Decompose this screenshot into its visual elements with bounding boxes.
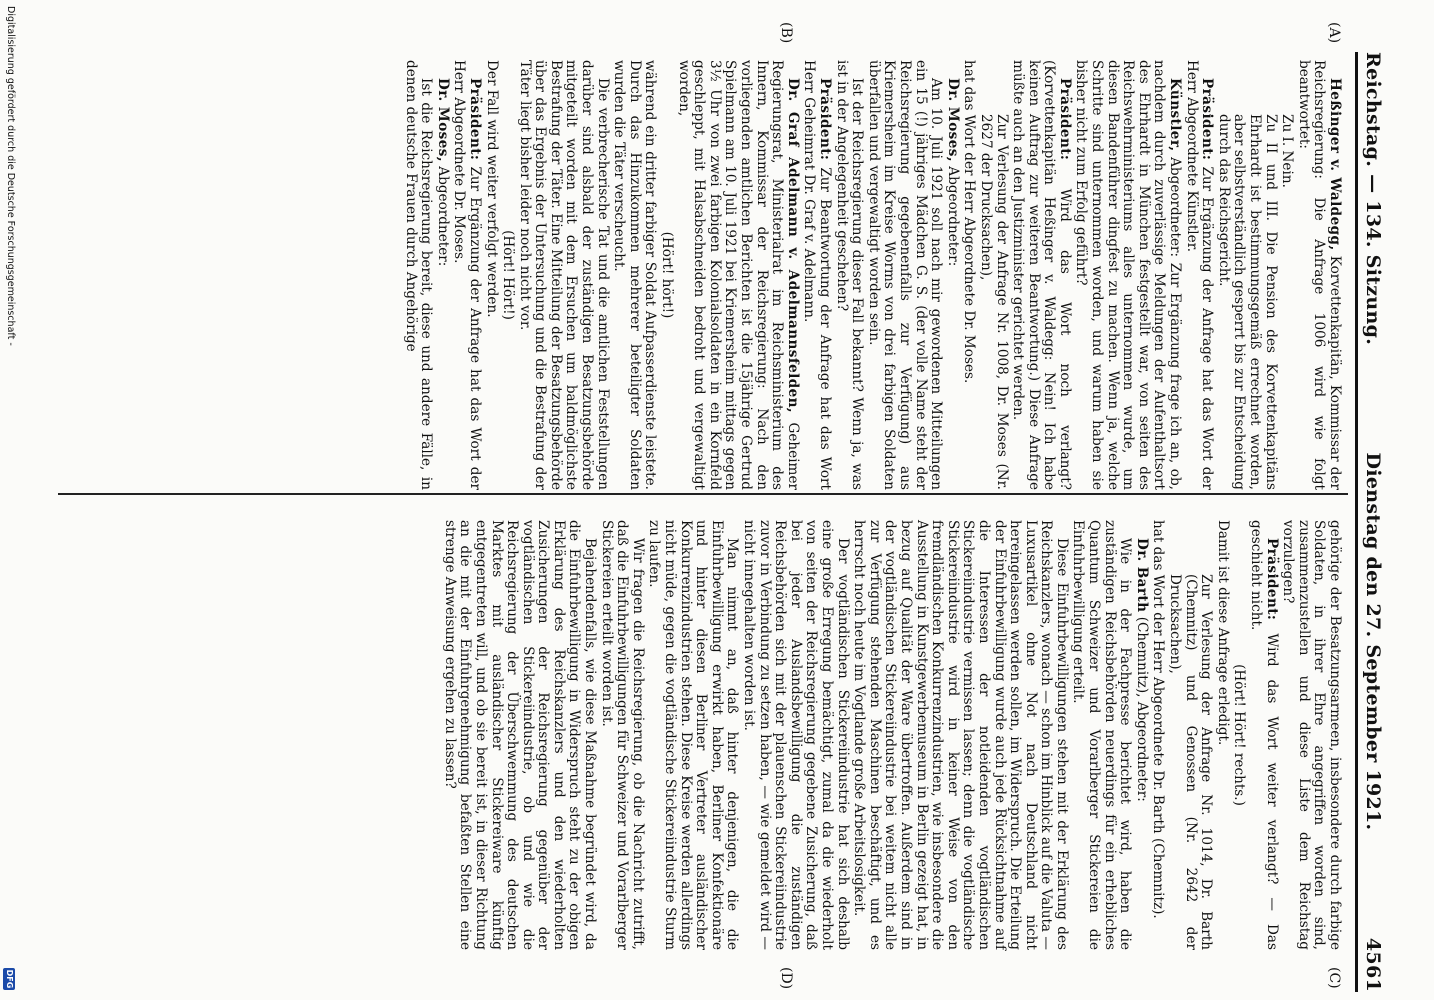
paragraph	[675, 60, 800, 490]
paragraph-text: Der Fall wird weiter verfolgt werden.	[483, 60, 500, 318]
paragraph	[740, 520, 849, 950]
paragraph	[1133, 520, 1149, 950]
speaker-name: Dr. Moses,	[944, 78, 961, 162]
paragraph	[611, 60, 658, 490]
paragraph-text: Abgeordneter:	[944, 161, 961, 267]
paragraph	[833, 60, 864, 490]
header-left: Reichstag. — 134. Sitzung.	[1362, 52, 1384, 346]
paragraph-text: Diese Einfuhrbewilligungen stehen mit der Erklärung des Reichskanzlers, wonach — schon im Hinblick auf die Valuta — Luxusartikel ohne Not nach Deutschland nicht hereingelassen werden sollen, im Widerspruch. Die Erteilung der Einfuhrbewilligung wurde auch jede Rücksichtnahme auf die Interessen der notleidenden vogtländischen Stickereiindustrie vermissen lassen; denn die vogtländische Stickereiindustrie wird in keiner Weise von den fremdländischen Konkurrenzindustrien, wie insbesondere die Ausstellung in Kunstgewerbemuseum in Berlin gezeigt hat, in bezug auf Qualität der Ware übertroffen. Außerdem sind in der vogtländischen Stickereiindustrie bei weitem nicht alle zur Verfügung stehenden Maschinen beschäftigt, und es herrscht noch heute im Vogtlande große Arbeitslosigkeit.	[851, 520, 1070, 950]
paragraph	[1166, 520, 1213, 950]
paragraph-text: hat das Wort der Herr Abgeordnete Dr. Moses.	[961, 60, 978, 384]
paragraph	[1070, 520, 1132, 950]
paragraph	[598, 520, 645, 950]
paragraph	[944, 60, 960, 490]
paragraph	[801, 60, 832, 490]
margin-mark-b: (B)	[778, 22, 794, 44]
paragraph	[451, 60, 482, 490]
paragraph-text: Wird das Wort noch verlangt? (Korvettenkapitän Heßinger v. Waldegg: Nein! Ich habe keinen Auftrag zur weiteren Beantwortung.) Diese Anfrage müßte auch an den Justizminister gerichtet werden.	[1010, 60, 1073, 490]
paragraph	[402, 60, 433, 490]
paragraph-text: Wir fragen die Reichsregierung, ob die Nachricht zutrifft, daß die Einfuhrbewilligungen für Schweizer und Vorarlberger Stickereien erteilt worden ist.	[598, 520, 646, 950]
speaker-name: Dr. Moses,	[434, 78, 451, 162]
paragraph	[646, 520, 740, 950]
paragraph	[1010, 60, 1072, 490]
header-rule	[1355, 52, 1358, 992]
margin-mark-a: (A)	[1326, 22, 1342, 44]
paragraph-text: (Chemnitz), Abgeordneter:	[1133, 612, 1150, 802]
paragraph	[865, 60, 943, 490]
paragraph-text: Die verbrecherische Tat und die amtlichen Feststellungen darüber sind alsbald der zuständigen Besatzungsbehörde mitgeteilt worden mit dem Ersuchen um baldmöglichste Bestrafung der Täter. Eine Mitteilung der Besatzungsbehörde über das Ergebnis der Untersuchung und die Bestrafung der Täter liegt bisher leider noch nicht vor.	[516, 60, 611, 490]
speaker-name: Präsident:	[466, 78, 483, 161]
paragraph-text: Zur Beantwortung der Anfrage hat das Wort Herr Geheimrat Dr. Graf v. Adelmann.	[801, 60, 833, 490]
digitization-footer	[0, 0, 16, 1000]
left-column	[401, 60, 1342, 490]
paragraph-text: (Hört! hört!)	[659, 231, 676, 319]
paragraph	[500, 60, 516, 490]
page-number: 4561	[1362, 937, 1384, 992]
speaker-name: Präsident:	[1263, 538, 1280, 621]
right-column	[440, 520, 1342, 950]
paragraph-text: Ist die Reichsregierung bereit, diese und andere Fälle, in denen deutsche Frauen durch Angehörige	[402, 60, 435, 490]
paragraph	[658, 60, 674, 490]
paragraph-text: Bejahendenfalls, wie diese Maßnahme begründet wird, da die Einfuhrbewilligung in Widerspruch steht zu der obigen Erklärung des Reichskanzlers und den wiederholten Zusicherungen der Reichsregierung gegenüber der vogtländischen Stickereiindustrie, ob und wie die Reichsregierung der Überschwemmung des deutschen Marktes mit ausländischer Stickereiware künftig entgegentreten will, und ob sie bereit ist, in dieser Richtung an die mit der Einfuhrgenehmigung befaßten Stellen eine strenge Anweisung ergehen zu lassen?	[441, 520, 599, 950]
paragraph-text: während ein dritter farbiger Soldat Aufpasserdienste leistete. Durch das Hinzukommen mehrerer beteiligter Soldaten wurden die Täter verscheucht.	[611, 60, 659, 490]
paragraph	[1247, 520, 1278, 950]
paragraph-text: Zu I. Nein.	[1279, 114, 1296, 188]
paragraph-text: Zu II und III. Die Pension des Korvettenkapitäns Ehrhardt ist bestimmungsgemäß errechnet worden, aber selbstverständlich gesperrt bis zur Entscheidung durch das Reichsgericht.	[1215, 114, 1279, 490]
paragraph-text: Wie in der Fachpresse berichtet wird, haben die zuständigen Reichsbehörden neuerdings für ein erhebliches Quantum Schweizer und Vorarlberger Stickereien die Einfuhrbewilligung erteilt.	[1070, 520, 1134, 950]
paragraph	[977, 60, 1008, 490]
paragraph-text: Abgeordneter: Zur Ergänzung frage ich an, ob, nachdem durch zuverlässige Meldungen der Aufenthaltsort des Ehrhardt in München festgestellt war, von seiten des Reichswehrministeriums alles unternommen wurde, um diesen Bandenführer dingfest zu machen. Wenn ja, welche Schritte sind unternommen worden, und warum haben sie bisher nicht zum Erfolg geführt?	[1073, 60, 1184, 490]
paragraph	[1231, 520, 1247, 950]
speaker-name: Präsident:	[817, 78, 833, 161]
paragraph-text: Zur Ergänzung der Anfrage hat das Wort der Herr Abgeordnete Dr. Moses.	[451, 60, 483, 490]
paragraph-text: Am 10. Juli 1921 soll nach mir gewordenen Mitteilungen ein 15 (!) jähriges Mädchen G. S. (der volle Name steht der Reichsregierung gegebenenfalls zur Verfügung) aus Kriemersheim im Kreise Worms von drei farbigen Soldaten überfallen und vergewaltigt worden sein.	[865, 60, 945, 490]
paragraph-text: Geheimer Regierungsrat, Ministerialrat im Reichsministerium des Innern, Kommissar der Reichsregierung: Nach den vorliegenden amtlichen Berichten ist die 15jährige Gertrud Spielmann am 10. Juli 1921 bei Kriemersheim mittags gegen 3½ Uhr von zwei farbigen Kolonialsoldaten in ein Kornfeld geschleppt, mit Halsabschneiden bedroht und vergewaltigt worden,	[675, 60, 801, 490]
paragraph-text: Zur Ergänzung der Anfrage hat das Wort der Herr Abgeordnete Künstler.	[1183, 60, 1216, 490]
paragraph-text: Ist der Reichsregierung dieser Fall bekannt? Wenn ja, was ist in der Angelegenheit geschehen?	[833, 60, 866, 490]
column-divider	[58, 493, 1348, 495]
paragraph	[1183, 60, 1214, 490]
paragraph-text: (Hört! Hört! rechts.)	[1231, 664, 1248, 806]
paragraph	[961, 60, 977, 490]
speaker-name: Präsident:	[1199, 78, 1216, 161]
paragraph	[1279, 60, 1295, 490]
paragraph	[1295, 60, 1342, 490]
speaker-name: Dr. Graf Adelmann v. Adelmannsfelden,	[784, 78, 801, 414]
page-header	[1362, 52, 1390, 992]
speaker-name: Künstler,	[1167, 78, 1184, 152]
paragraph-text: Zur Verlesung der Anfrage Nr. 1008, Dr. Moses (Nr. 2627 der Drucksachen),	[977, 114, 1010, 490]
paragraph	[483, 60, 499, 490]
speaker-name: Präsident:	[1056, 78, 1073, 161]
paragraph-text: gehörige der Besatzungsarmeen, insbesondere durch farbige Soldaten, in ihrer Ehre angegriffen worden sind, zusammenzustellen und diese Liste dem Reichstag vorzulegen?	[1280, 520, 1343, 950]
speaker-name: Dr. Barth	[1133, 538, 1150, 613]
margin-mark-d: (D)	[778, 967, 794, 990]
paragraph	[851, 520, 1069, 950]
paragraph	[516, 60, 610, 490]
paragraph	[441, 520, 597, 950]
paragraph	[1073, 60, 1182, 490]
paragraph-text: hat das Wort der Herr Abgeordnete Dr. Barth (Chemnitz).	[1150, 520, 1167, 919]
paragraph	[434, 60, 450, 490]
paragraph-text: Der vogtländischen Stickereiindustrie hat sich deshalb eine große Erregung bemächtigt, zumal da die wiederholt von seiten der Reichsregierung gegebene Zusicherung, daß bei jeder Auslandsbewilligung die zuständigen Reichsbehörden sich mit der plauenschen Stickereiindustrie zuvor in Verbindung zu setzen haben, — wie gemeldet wird — nicht innegehalten worden ist.	[741, 520, 851, 950]
paragraph-text: Korvettenkapitän, Kommissar der Reichsregierung: Die Anfrage 1006 wird wie folgt beantwortet:	[1295, 60, 1343, 490]
paragraph-text: Zur Verlesung der Anfrage Nr. 1014, Dr. Barth (Chemnitz) und Genossen (Nr. 2642 der Drucksachen),	[1167, 574, 1215, 950]
margin-mark-c: (C)	[1326, 967, 1342, 989]
paragraph	[1215, 60, 1277, 490]
dfg-logo: DFG	[5, 969, 14, 989]
paragraph	[1214, 520, 1230, 950]
paragraph-text: (Hört! Hört!)	[500, 230, 517, 320]
paragraph-text: Wird das Wort weiter verlangt? — Das geschieht nicht.	[1248, 520, 1280, 950]
paragraph-text: Abgeordneter:	[434, 161, 451, 267]
header-date: Dienstag den 27. September 1921.	[1362, 452, 1384, 831]
paragraph-text: Man nimmt an, daß hinter denjenigen, die die Einfuhrbewilligung erwirkt haben, Berliner Konfektionäre und hinter diesen Berliner Vertreter ausländischer Konkurrenzindustrien stehen. Diese Kreise werden allerdings nicht müde, gegen die vogtländische Stickereiindustrie Sturm zu laufen.	[646, 520, 741, 950]
paragraph	[1280, 520, 1342, 950]
paragraph	[1150, 520, 1166, 950]
paragraph-text: Damit ist diese Anfrage erledigt.	[1214, 520, 1231, 746]
footer-text: Digitalisierung gefördert durch die Deutsche Forschungsgemeinschaft -	[5, 6, 16, 346]
speaker-name: Heßinger v. Waldegg,	[1327, 78, 1343, 251]
